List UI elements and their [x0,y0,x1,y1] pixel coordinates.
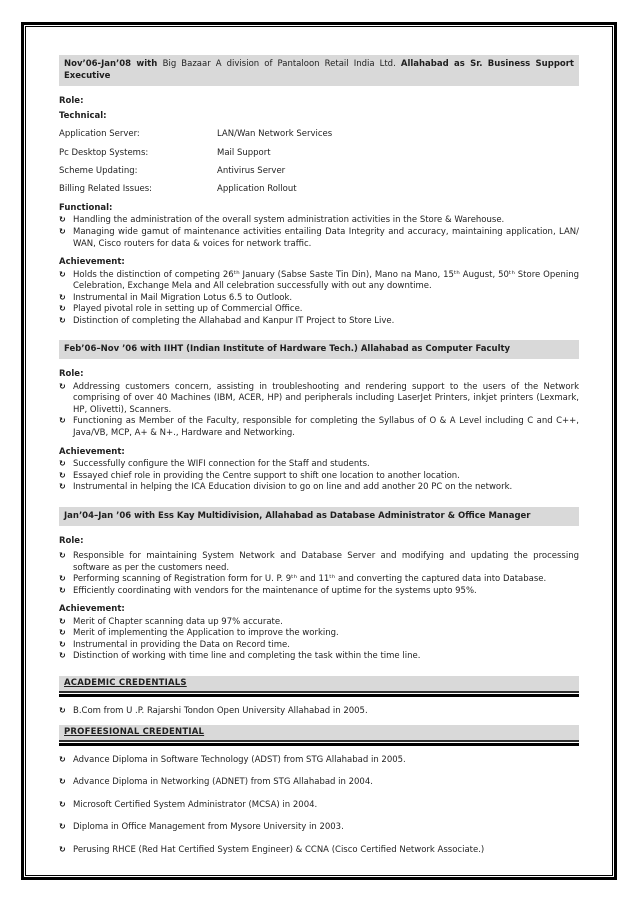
bullet-text: Microsoft Certified System Administrator (MCSA) in 2004. [73,799,318,810]
list-item [59,215,579,227]
list-item [59,651,579,663]
bullet-text: Advance Diploma in Networking (ADNET) from STG Allahabad in 2004. [73,777,373,788]
academic-list [59,706,579,718]
circular-arrow-bullet-icon: ↻ [59,458,66,468]
bullet-text: Distinction of working with time line and completing the task within the time line. [73,651,421,662]
circular-arrow-bullet-icon: ↻ [59,799,66,809]
tech-label: Pc Desktop Systems: [59,147,149,158]
tech-label: Application Server: [59,129,140,140]
list-item [59,574,579,586]
achievement-label: Achievement: [59,604,125,615]
circular-arrow-bullet-icon: ↻ [59,616,66,626]
job-header-big-bazaar [59,55,579,86]
circular-arrow-bullet-icon: ↻ [59,777,66,787]
list-item [59,640,579,652]
circular-arrow-bullet-icon: ↻ [59,304,66,314]
list-item [59,822,579,834]
list-item [59,416,579,439]
circular-arrow-bullet-icon: ↻ [59,226,66,236]
page-border-frame [21,22,617,880]
bullet-text: Merit of Chapter scanning data up 97% accurate. [73,616,283,627]
list-item [59,316,579,328]
tech-value: Mail Support [217,147,271,158]
circular-arrow-bullet-icon: ↻ [59,639,66,649]
heading-thick-rule [59,743,579,746]
list-item [59,845,579,857]
tech-label: Scheme Updating: [59,166,138,176]
bullet-text: Advance Diploma in Software Technology (ADST) from STG Allahabad in 2005. [73,754,406,765]
role-label: Role: [59,369,84,380]
bullet-text: Efficiently coordinating with vendors for the maintenance of uptime for the systems upto 95%. [73,585,477,596]
technical-label: Technical: [59,110,107,121]
bullet-text: B.Com from U .P. Rajarshi Tondon Open University Allahabad in 2005. [73,706,368,716]
list-item [59,617,579,629]
heading-text: ACADEMIC CREDENTIALS [64,678,187,688]
list-item [59,304,579,316]
job-company: Big Bazaar A division of Pantaloon Retail India Ltd. [162,59,401,69]
bullet-text: Instrumental in helping the ICA Education division to go on line and add another 20 PC on the network. [73,482,513,493]
list-item [59,800,579,812]
circular-arrow-bullet-icon: ↻ [59,844,66,854]
table-row [59,129,579,140]
tech-value: Antivirus Server [217,166,286,176]
table-row [59,148,579,159]
role-label: Role: [59,96,84,107]
technical-table [59,129,579,196]
bullet-text: Responsible for maintaining System Network and Database Server and modifying and updating the processing software as per the customers need. [73,551,579,573]
circular-arrow-bullet-icon: ↻ [59,628,66,638]
table-row [59,184,579,195]
circular-arrow-bullet-icon: ↻ [59,315,66,325]
heading-thick-rule [59,694,579,697]
list-item [59,551,579,574]
list-item [59,586,579,598]
page-border-inner [25,26,613,876]
bullet-text: Instrumental in providing the Data on Record time. [73,639,290,650]
circular-arrow-bullet-icon: ↻ [59,651,66,661]
bullet-text: Managing wide gamut of maintenance activities entailing Data Integrity and accuracy, maintaining application, LAN/ WAN, Cisco routers for data & voices for network traffic. [73,226,579,249]
academic-credentials-heading [59,676,579,693]
list-item [59,482,579,494]
list-item [59,628,579,640]
bullet-text: Successfully configure the WIFI connection for the Staff and students. [73,458,370,469]
job-dates: Nov’06-Jan’08 with [64,59,163,69]
circular-arrow-bullet-icon: ↻ [59,822,66,832]
circular-arrow-bullet-icon: ↻ [59,215,66,225]
bullet-text: Perusing RHCE (Red Hat Certified System Engineer) & CCNA (Cisco Certified Network Associate.) [73,844,485,855]
heading-text: PROFEESIONAL CREDENTIAL [64,726,205,737]
circular-arrow-bullet-icon: ↻ [59,574,66,584]
role-label: Role: [59,535,84,546]
bullet-text: Holds the distinction of competing 26ᵗʰ January (Sabse Saste Tin Din), Mano na Mano, 15ᵗʰ August, 50ᵗʰ Store Opening Celebration, Exchange Mela and All celebration successfully with out any downtime. [73,269,579,292]
list-item [59,459,579,471]
list-item [59,270,579,293]
bullet-text: Performing scanning of Registration form for U. P. 9ᵗʰ and 11ᵗʰ and converting the captured data into Database. [73,574,547,585]
list-item [59,382,579,417]
achievement-label: Achievement: [59,446,125,457]
achievement-list [59,617,579,663]
role-list [59,382,579,440]
bullet-text: Merit of implementing the Application to improve the working. [73,628,339,639]
bullet-text: Played pivotal role in setting up of Commercial Office. [73,304,303,315]
bullet-text: Essayed chief role in providing the Centre support to shift one location to another location. [73,470,460,481]
table-row [59,166,579,177]
circular-arrow-bullet-icon: ↻ [59,416,66,426]
bullet-text: Addressing customers concern, assisting in troubleshooting and rendering support to the users of the Network comprising of over 40 Machines (IBM, ACER, HP) and peripherals including LaserJet Printers, inkjet printers (Lexmark, HP, Olivetti), Scanners. [73,381,579,415]
list-item [59,777,579,789]
tech-label: Billing Related Issues: [59,184,153,195]
tech-value: LAN/Wan Network Services [217,129,333,140]
job-header-iiht [59,340,579,359]
job-header-ess-kay [59,507,579,526]
tech-value: Application Rollout [217,184,297,195]
list-item [59,755,579,767]
functional-label: Functional: [59,202,113,213]
functional-list [59,215,579,250]
resume-page [26,27,612,875]
circular-arrow-bullet-icon: ↻ [59,551,66,561]
circular-arrow-bullet-icon: ↻ [59,754,66,764]
job-title: Allahabad as Sr. Business Support Executive [64,59,574,82]
list-item [59,706,579,718]
circular-arrow-bullet-icon: ↻ [59,706,66,715]
bullet-text: Distinction of completing the Allahabad and Kanpur IT Project to Store Live. [73,315,395,326]
bullet-text: Diploma in Office Management from Mysore University in 2003. [73,822,344,833]
achievement-list [59,270,579,328]
job-header-text: Feb’06–Nov ’06 with IIHT (Indian Institute of Hardware Tech.) Allahabad as Computer Faculty [64,344,511,355]
role-list [59,551,579,597]
list-item [59,293,579,305]
circular-arrow-bullet-icon: ↻ [59,269,66,279]
bullet-text: Handling the administration of the overall system administration activities in the Store & Warehouse. [73,215,505,226]
bullet-text: Functioning as Member of the Faculty, responsible for completing the Syllabus of O & A Level including C and C++, Java/VB, MCP, A+ & N+., Hardware and Networking. [73,416,579,438]
circular-arrow-bullet-icon: ↻ [59,292,66,302]
circular-arrow-bullet-icon: ↻ [59,470,66,480]
bullet-text: Instrumental in Mail Migration Lotus 6.5 to Outlook. [73,292,293,303]
professional-credential-heading [59,725,579,742]
list-item [59,227,579,250]
circular-arrow-bullet-icon: ↻ [59,381,66,391]
list-item [59,471,579,483]
achievement-label: Achievement: [59,257,125,268]
achievement-list [59,459,579,494]
circular-arrow-bullet-icon: ↻ [59,585,66,595]
professional-list [59,755,579,857]
circular-arrow-bullet-icon: ↻ [59,482,66,492]
job-header-text: Jan’04–Jan ’06 with Ess Kay Multidivision, Allahabad as Database Administrator & Office Manager [64,510,531,521]
